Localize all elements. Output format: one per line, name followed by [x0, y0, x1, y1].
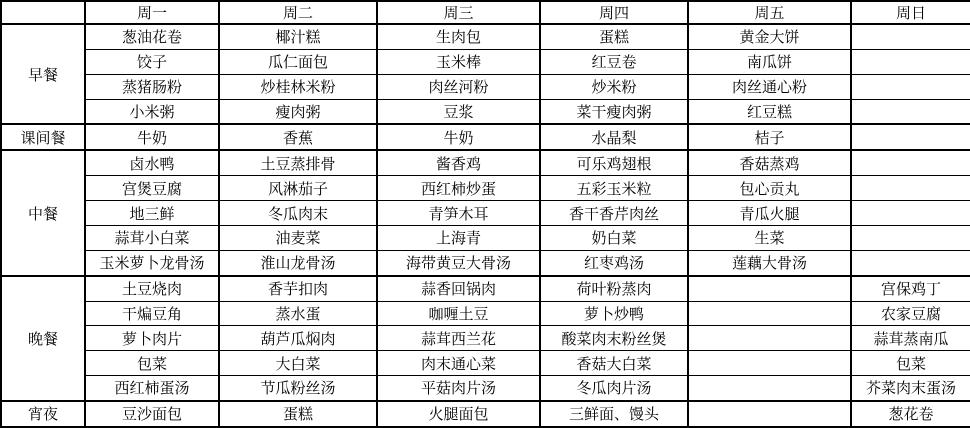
meal-cell[interactable]: 水晶梨 [540, 124, 688, 150]
meal-cell[interactable]: 蒸猪肠粉 [85, 74, 219, 99]
meal-cell[interactable]: 玉米萝卜龙骨汤 [85, 250, 219, 275]
meal-cell[interactable] [851, 250, 970, 275]
meal-cell[interactable] [851, 74, 970, 99]
meal-cell[interactable]: 西红柿炒蛋 [377, 176, 540, 201]
meal-category-label-3[interactable]: 晚餐 [1, 276, 85, 401]
meal-cell[interactable]: 桔子 [688, 124, 851, 150]
table-row [1, 276, 970, 301]
meal-cell[interactable]: 蒜茸蒸南瓜 [851, 326, 970, 351]
meal-cell[interactable]: 大白菜 [219, 351, 377, 376]
day-header-2[interactable]: 周三 [377, 1, 540, 24]
meal-cell[interactable]: 干煸豆角 [85, 301, 219, 326]
meal-cell[interactable]: 菜干瘦肉粥 [540, 99, 688, 124]
meal-cell[interactable]: 冬瓜肉片汤 [540, 376, 688, 401]
meal-cell[interactable]: 饺子 [85, 49, 219, 74]
meal-cell[interactable]: 香菇蒸鸡 [688, 150, 851, 175]
meal-cell[interactable]: 卤水鸭 [85, 150, 219, 175]
meal-cell[interactable]: 西红柿蛋汤 [85, 376, 219, 401]
meal-cell[interactable]: 酱香鸡 [377, 150, 540, 175]
meal-cell[interactable]: 香芋扣肉 [219, 276, 377, 301]
table-row [1, 150, 970, 175]
meal-cell[interactable]: 萝卜炒鸭 [540, 301, 688, 326]
meal-cell[interactable]: 瓜仁面包 [219, 49, 377, 74]
meal-cell[interactable] [688, 301, 851, 326]
table-row [1, 225, 970, 250]
meal-cell[interactable]: 牛奶 [85, 124, 219, 150]
meal-cell[interactable] [851, 225, 970, 250]
meal-cell[interactable]: 土豆蒸排骨 [219, 150, 377, 175]
day-header-row [1, 1, 970, 24]
table-row [1, 74, 970, 99]
meal-cell[interactable]: 芥菜肉末蛋汤 [851, 376, 970, 401]
meal-cell[interactable]: 宫煲豆腐 [85, 176, 219, 201]
table-row [1, 301, 970, 326]
meal-cell[interactable] [851, 99, 970, 124]
meal-cell[interactable]: 肉末通心菜 [377, 351, 540, 376]
meal-cell[interactable]: 油麦菜 [219, 225, 377, 250]
meal-cell[interactable]: 黄金大饼 [688, 24, 851, 49]
meal-cell[interactable]: 三鲜面、馒头 [540, 401, 688, 427]
meal-cell[interactable]: 可乐鸡翅根 [540, 150, 688, 175]
meal-category-label-0[interactable]: 早餐 [1, 24, 85, 124]
table-row [1, 250, 970, 275]
table-row [1, 99, 970, 124]
meal-cell[interactable]: 节瓜粉丝汤 [219, 376, 377, 401]
meal-cell[interactable]: 五彩玉米粒 [540, 176, 688, 201]
day-header-5[interactable]: 周日 [851, 1, 970, 24]
meal-cell[interactable] [851, 49, 970, 74]
day-header-4[interactable]: 周五 [688, 1, 851, 24]
meal-cell[interactable]: 南瓜饼 [688, 49, 851, 74]
meal-cell[interactable]: 淮山龙骨汤 [219, 250, 377, 275]
meal-cell[interactable]: 豆沙面包 [85, 401, 219, 427]
meal-cell[interactable]: 海带黄豆大骨汤 [377, 250, 540, 275]
meal-cell[interactable]: 青瓜火腿 [688, 201, 851, 226]
meal-cell[interactable]: 荷叶粉蒸肉 [540, 276, 688, 301]
meal-cell[interactable]: 蛋糕 [540, 24, 688, 49]
table-row [1, 376, 970, 401]
meal-cell[interactable]: 萝卜肉片 [85, 326, 219, 351]
day-header-0[interactable]: 周一 [85, 1, 219, 24]
meal-category-label-1[interactable]: 课间餐 [1, 124, 85, 150]
meal-cell[interactable]: 冬瓜肉末 [219, 201, 377, 226]
meal-cell[interactable]: 宫保鸡丁 [851, 276, 970, 301]
meal-cell[interactable]: 蒸水蛋 [219, 301, 377, 326]
corner-cell[interactable] [1, 1, 85, 24]
table-row [1, 49, 970, 74]
meal-cell[interactable]: 酸菜肉末粉丝煲 [540, 326, 688, 351]
meal-cell[interactable] [688, 401, 851, 427]
meal-cell[interactable]: 牛奶 [377, 124, 540, 150]
meal-cell[interactable] [688, 351, 851, 376]
meal-cell[interactable]: 香蕉 [219, 124, 377, 150]
meal-cell[interactable]: 葫芦瓜焖肉 [219, 326, 377, 351]
meal-cell[interactable]: 炒桂林米粉 [219, 74, 377, 99]
meal-cell[interactable]: 蒜茸小白菜 [85, 225, 219, 250]
meal-cell[interactable]: 葱油花卷 [85, 24, 219, 49]
meal-cell[interactable]: 椰汁糕 [219, 24, 377, 49]
meal-cell[interactable]: 香菇大白菜 [540, 351, 688, 376]
meal-cell[interactable]: 红豆糕 [688, 99, 851, 124]
meal-cell[interactable]: 咖喱土豆 [377, 301, 540, 326]
meal-cell[interactable]: 火腿面包 [377, 401, 540, 427]
table-row [1, 326, 970, 351]
table-row [1, 201, 970, 226]
meal-cell[interactable]: 蒜茸西兰花 [377, 326, 540, 351]
meal-cell[interactable] [851, 201, 970, 226]
meal-cell[interactable]: 莲藕大骨汤 [688, 250, 851, 275]
meal-cell[interactable] [688, 276, 851, 301]
meal-cell[interactable] [688, 326, 851, 351]
meal-category-label-4[interactable]: 宵夜 [1, 401, 85, 427]
table-row [1, 401, 970, 427]
meal-cell[interactable]: 红枣鸡汤 [540, 250, 688, 275]
meal-cell[interactable]: 平菇肉片汤 [377, 376, 540, 401]
meal-cell[interactable]: 红豆卷 [540, 49, 688, 74]
meal-cell[interactable]: 肉丝通心粉 [688, 74, 851, 99]
meal-cell[interactable]: 玉米棒 [377, 49, 540, 74]
day-header-1[interactable]: 周二 [219, 1, 377, 24]
meal-cell[interactable] [851, 176, 970, 201]
meal-cell[interactable]: 包菜 [851, 351, 970, 376]
meal-cell[interactable] [688, 376, 851, 401]
meal-cell[interactable]: 豆浆 [377, 99, 540, 124]
header-row [1, 1, 970, 24]
meal-cell[interactable]: 奶白菜 [540, 225, 688, 250]
meal-cell[interactable]: 农家豆腐 [851, 301, 970, 326]
meal-cell[interactable]: 土豆烧肉 [85, 276, 219, 301]
meal-cell[interactable]: 生菜 [688, 225, 851, 250]
meal-cell[interactable]: 肉丝河粉 [377, 74, 540, 99]
meal-cell[interactable] [851, 24, 970, 49]
meal-cell[interactable] [851, 124, 970, 150]
meal-cell[interactable]: 地三鲜 [85, 201, 219, 226]
meal-cell[interactable]: 葱花卷 [851, 401, 970, 427]
day-header-3[interactable]: 周四 [540, 1, 688, 24]
table-row [1, 176, 970, 201]
meal-cell[interactable] [851, 150, 970, 175]
meal-rows [1, 24, 970, 427]
meal-cell[interactable]: 蒜香回锅肉 [377, 276, 540, 301]
meal-cell[interactable]: 青笋木耳 [377, 201, 540, 226]
table-row [1, 24, 970, 49]
table-row [1, 351, 970, 376]
meal-cell[interactable]: 风淋茄子 [219, 176, 377, 201]
meal-cell[interactable]: 炒米粉 [540, 74, 688, 99]
meal-category-label-2[interactable]: 中餐 [1, 150, 85, 275]
meal-cell[interactable]: 蛋糕 [219, 401, 377, 427]
meal-cell[interactable]: 包心贡丸 [688, 176, 851, 201]
meal-cell[interactable]: 生肉包 [377, 24, 540, 49]
table-row [1, 124, 970, 150]
meal-cell[interactable]: 上海青 [377, 225, 540, 250]
meal-cell[interactable]: 小米粥 [85, 99, 219, 124]
meal-cell[interactable]: 包菜 [85, 351, 219, 376]
meal-cell[interactable]: 香干香芹肉丝 [540, 201, 688, 226]
meal-cell[interactable]: 瘦肉粥 [219, 99, 377, 124]
